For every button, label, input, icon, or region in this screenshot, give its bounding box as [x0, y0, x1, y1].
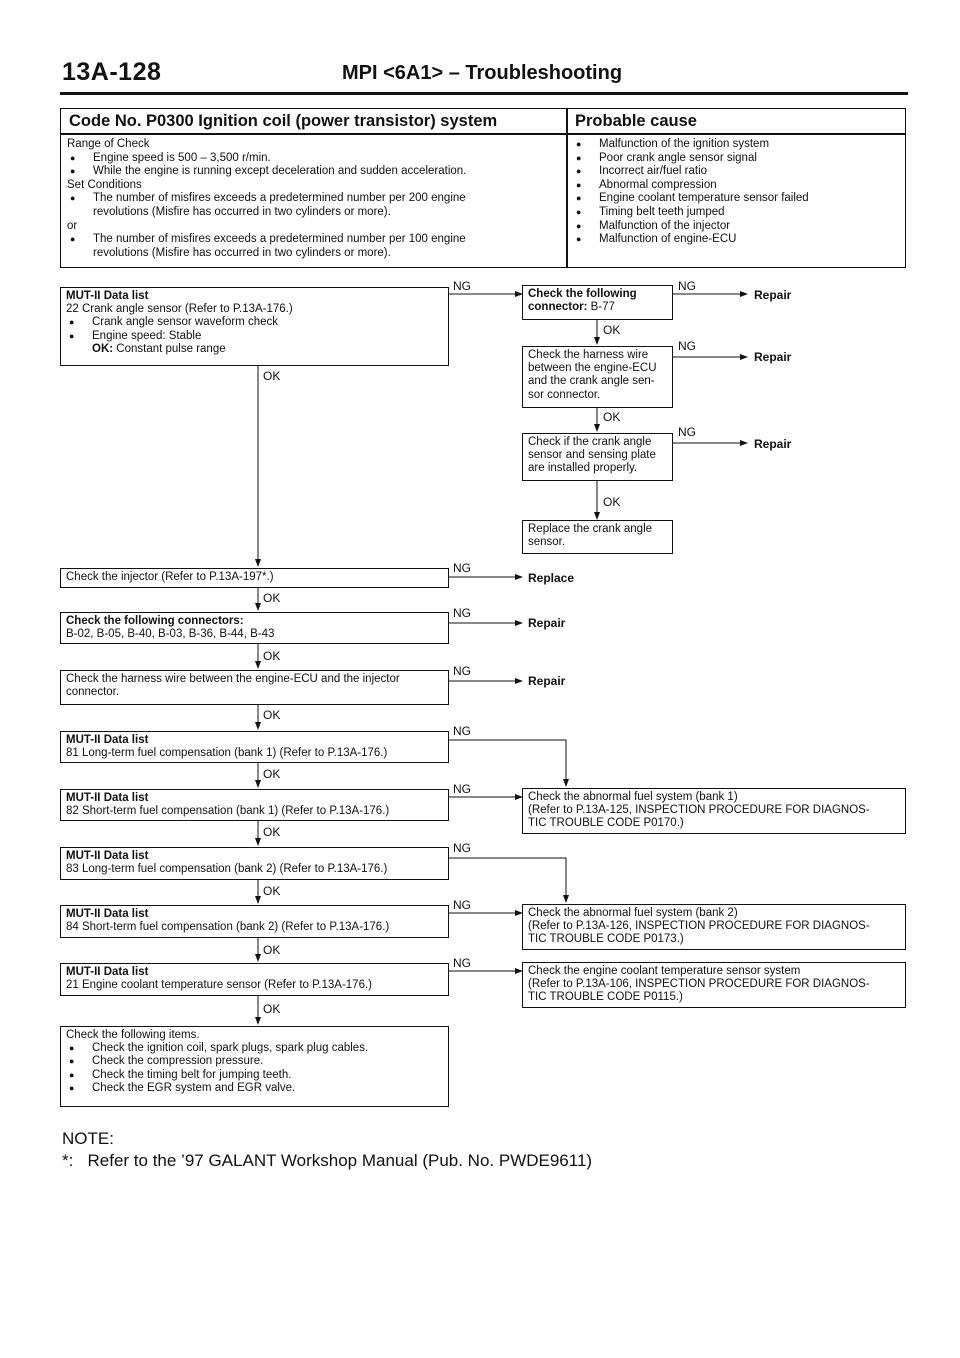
step-replace-crank-sensor: [522, 520, 673, 554]
step-text: sensor.: [528, 536, 566, 549]
step-title: MUT-II Data list: [66, 792, 149, 804]
step-text: 21 Engine coolant temperature sensor (Refer to P.13A-176.): [66, 979, 372, 992]
ng-label: NG: [453, 279, 471, 293]
step-text: Check the harness wire between the engine-ECU and the injector: [66, 673, 400, 685]
step-text: TIC TROUBLE CODE P0170.): [528, 817, 684, 830]
step-text: Check the harness wire: [528, 349, 649, 361]
step-bullet: ● Engine speed: Stable: [66, 330, 443, 343]
cause-item: ● Timing belt teeth jumped: [573, 206, 903, 220]
note-label: NOTE:: [62, 1129, 114, 1148]
step-crank-angle-sensor: [60, 287, 449, 366]
step-harness-ecu-crank: [522, 346, 673, 408]
step-title: MUT-II Data list: [66, 908, 149, 920]
range-item: ● While the engine is running except deceleration and sudden acceleration.: [67, 165, 557, 179]
step-text: sor connector.: [528, 388, 601, 401]
ng-label: NG: [678, 279, 696, 293]
step-abnormal-fuel-bank2: [522, 904, 906, 950]
step-text: Replace the crank angle: [528, 523, 653, 535]
result-repair: Repair: [754, 437, 792, 451]
step-title: MUT-II Data list: [66, 850, 149, 862]
step-bullet: ● Check the timing belt for jumping teeth.: [66, 1069, 443, 1082]
step-text: between the engine-ECU: [528, 362, 657, 375]
cause-item: ● Malfunction of the ignition system: [573, 138, 903, 152]
ok-label: OK: [263, 591, 281, 605]
step-text: Check the engine coolant temperature sensor system: [528, 965, 801, 977]
step-data-list-82: [60, 789, 449, 821]
step-check-connectors: [60, 612, 449, 644]
step-text: 81 Long-term fuel compensation (bank 1) (Refer to P.13A-176.): [66, 747, 388, 760]
step-text: (Refer to P.13A-126, INSPECTION PROCEDURE FOR DIAGNOS-: [528, 920, 870, 933]
step-check-following-items: [60, 1026, 449, 1107]
ng-label: NG: [453, 782, 471, 796]
cause-item: ● Poor crank angle sensor signal: [573, 152, 903, 166]
set-label: Set Conditions: [67, 178, 142, 191]
step-title: MUT-II Data list: [66, 290, 149, 302]
step-check-connector-b77: [522, 285, 673, 320]
step-text: 82 Short-term fuel compensation (bank 1) (Refer to P.13A-176.): [66, 805, 390, 818]
cause-item: ● Malfunction of the injector: [573, 220, 903, 234]
section-title: MPI <6A1> – Troubleshooting: [342, 62, 623, 84]
ng-label: NG: [678, 425, 696, 439]
step-text: Check the abnormal fuel system (bank 2): [528, 907, 738, 919]
set-item-cont: revolutions (Misfire has occurred in two cylinders or more).: [93, 246, 391, 259]
step-abnormal-fuel-bank1: [522, 788, 906, 834]
or-label: or: [67, 219, 78, 232]
step-text: TIC TROUBLE CODE P0115.): [528, 991, 683, 1004]
step-text: Check the injector (Refer to P.13A-197*.): [66, 571, 274, 583]
ok-criterion-label: OK:: [92, 342, 114, 355]
result-repair: Repair: [528, 616, 566, 630]
step-data-list-84: [60, 905, 449, 938]
step-title: MUT-II Data list: [66, 966, 149, 978]
ng-label: NG: [453, 561, 471, 575]
step-text: and the crank angle sen-: [528, 375, 655, 388]
ok-label: OK: [263, 884, 281, 898]
step-harness-ecu-injector: [60, 670, 449, 705]
step-coolant-temp-system: [522, 962, 906, 1008]
set-item: ● The number of misfires exceeds a predetermined number per 100 engine: [67, 233, 557, 247]
ok-label: OK: [263, 825, 281, 839]
cause-item: ● Incorrect air/fuel ratio: [573, 165, 903, 179]
ng-label: NG: [453, 898, 471, 912]
ok-label: OK: [263, 767, 281, 781]
ok-label: OK: [263, 708, 281, 722]
ok-label: OK: [263, 943, 281, 957]
step-text: Check if the crank angle: [528, 436, 652, 448]
step-text: sensor and sensing plate: [528, 449, 656, 462]
cause-item: ● Malfunction of engine-ECU: [573, 233, 903, 247]
note-text: *: Refer to the ’97 GALANT Workshop Manual (Pub. No. PWDE9611): [62, 1151, 593, 1170]
ok-label: OK: [263, 369, 281, 383]
set-item: ● The number of misfires exceeds a predetermined number per 200 engine: [67, 192, 557, 206]
ng-label: NG: [678, 339, 696, 353]
probable-cause-title: Probable cause: [575, 112, 697, 130]
step-check-injector: [60, 568, 449, 588]
ng-label: NG: [453, 664, 471, 678]
step-text: Check the following items.: [66, 1029, 200, 1041]
step-text: Check the abnormal fuel system (bank 1): [528, 791, 738, 803]
range-item: ● Engine speed is 500 – 3,500 r/min.: [67, 152, 557, 166]
result-replace: Replace: [528, 571, 575, 585]
step-bullet: ● Crank angle sensor waveform check: [66, 316, 443, 329]
result-repair: Repair: [754, 288, 792, 302]
cause-item: ● Abnormal compression: [573, 179, 903, 193]
result-repair: Repair: [754, 350, 792, 364]
step-data-list-21: [60, 963, 449, 996]
cause-item: ● Engine coolant temperature sensor failed: [573, 192, 903, 206]
ng-label: NG: [453, 724, 471, 738]
step-text: 22 Crank angle sensor (Refer to P.13A-176.): [66, 303, 293, 316]
step-text: (Refer to P.13A-106, INSPECTION PROCEDURE FOR DIAGNOS-: [528, 978, 870, 991]
step-text: are installed properly.: [528, 462, 638, 475]
step-data-list-83: [60, 847, 449, 880]
step-bullet: ● Check the EGR system and EGR valve.: [66, 1082, 443, 1095]
ok-label: OK: [263, 649, 281, 663]
ok-label: OK: [603, 495, 621, 509]
result-repair: Repair: [528, 674, 566, 688]
ok-label: OK: [603, 323, 621, 337]
step-text-bold: connector:: [528, 301, 588, 314]
code-title: Code No. P0300 Ignition coil (power transistor) system: [69, 112, 498, 130]
step-text: TIC TROUBLE CODE P0173.): [528, 933, 684, 946]
ok-label: OK: [603, 410, 621, 424]
step-text: 84 Short-term fuel compensation (bank 2) (Refer to P.13A-176.): [66, 921, 390, 934]
connector-list: B-02, B-05, B-40, B-03, B-36, B-44, B-43: [66, 628, 275, 641]
ok-criterion-text: Constant pulse range: [116, 342, 226, 355]
ng-label: NG: [453, 606, 471, 620]
step-title: Check the following connectors:: [66, 615, 244, 627]
ng-label: NG: [453, 956, 471, 970]
ng-label: NG: [453, 841, 471, 855]
range-label: Range of Check: [67, 138, 150, 150]
step-text: (Refer to P.13A-125, INSPECTION PROCEDURE FOR DIAGNOS-: [528, 804, 870, 817]
step-title: Check the following: [528, 288, 637, 300]
step-bullet: ● Check the compression pressure.: [66, 1055, 443, 1068]
footnote: [62, 1128, 592, 1172]
step-sensor-installation: [522, 433, 673, 481]
connector-id: B-77: [590, 301, 615, 314]
step-bullet: ● Check the ignition coil, spark plugs, spark plug cables.: [66, 1042, 443, 1055]
step-title: MUT-II Data list: [66, 734, 149, 746]
step-text: 83 Long-term fuel compensation (bank 2) (Refer to P.13A-176.): [66, 863, 388, 876]
step-text: connector.: [66, 686, 120, 699]
step-data-list-81: [60, 731, 449, 763]
page-number: 13A-128: [62, 58, 162, 86]
ok-label: OK: [263, 1002, 281, 1016]
set-item-cont: revolutions (Misfire has occurred in two cylinders or more).: [93, 205, 391, 218]
